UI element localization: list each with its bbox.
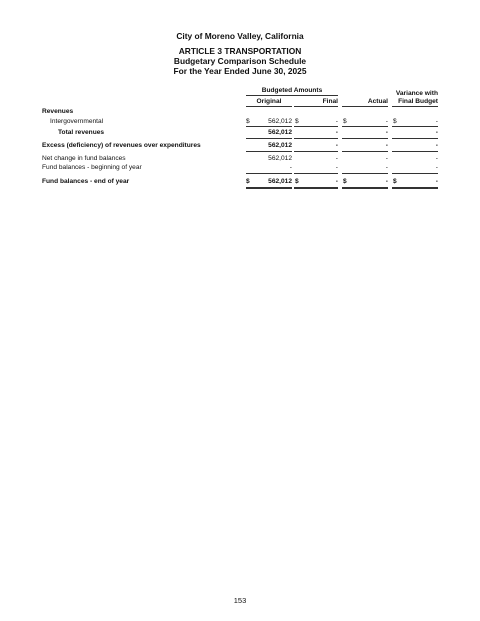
subtotal-rule (246, 173, 292, 174)
currency-symbol: $ (246, 118, 250, 125)
currency-symbol: $ (393, 178, 397, 185)
total-revenues-label: Total revenues (58, 129, 105, 136)
net-change-final: - (335, 155, 338, 162)
intergovernmental-original: 562,012 (268, 118, 292, 125)
fund-title: ARTICLE 3 TRANSPORTATION (178, 46, 302, 56)
subtotal-rule (294, 151, 338, 152)
total-revenues-original: 562,012 (268, 129, 292, 136)
final-header: Final (322, 98, 338, 105)
currency-symbol: $ (343, 178, 347, 185)
excess-variance: - (435, 142, 438, 149)
currency-symbol: $ (343, 118, 347, 125)
subtotal-rule (342, 173, 388, 174)
variance-header-line1: Variance with (395, 90, 438, 97)
variance-header-line2: Final Budget (398, 98, 438, 105)
currency-symbol: $ (295, 118, 299, 125)
fund-end-variance: - (435, 178, 438, 185)
grand-total-double-rule (342, 187, 388, 189)
excess-label: Excess (deficiency) of revenues over expenditures (42, 142, 201, 149)
subtotal-rule (342, 126, 388, 127)
subtotal-rule (342, 138, 388, 139)
excess-actual: - (385, 142, 388, 149)
currency-symbol: $ (246, 178, 250, 185)
fund-begin-variance: - (435, 164, 438, 171)
net-change-variance: - (435, 155, 438, 162)
entity-title: City of Moreno Valley, California (176, 31, 304, 41)
variance-header-rule (392, 106, 438, 107)
fund-begin-original: - (289, 164, 292, 171)
subtotal-rule (342, 151, 388, 152)
final-header-rule (294, 106, 338, 107)
excess-original: 562,012 (268, 142, 292, 149)
subtotal-rule (392, 138, 438, 139)
budgeted-amounts-rule (246, 95, 338, 96)
actual-header: Actual (367, 98, 388, 105)
subtotal-rule (392, 173, 438, 174)
subtotal-rule (246, 126, 292, 127)
subtotal-rule (392, 151, 438, 152)
excess-final: - (335, 142, 338, 149)
grand-total-double-rule (392, 187, 438, 189)
subtotal-rule (246, 151, 292, 152)
subtotal-rule (392, 126, 438, 127)
fund-begin-label: Fund balances - beginning of year (42, 164, 142, 171)
subtotal-rule (294, 173, 338, 174)
intergovernmental-actual: - (385, 118, 388, 125)
net-change-actual: - (385, 155, 388, 162)
total-revenues-final: - (335, 129, 338, 136)
original-header: Original (256, 98, 282, 105)
budgeted-amounts-header: Budgeted Amounts (261, 87, 323, 94)
actual-header-rule (342, 106, 388, 107)
grand-total-double-rule (246, 187, 292, 189)
intergovernmental-final: - (335, 118, 338, 125)
net-change-original: 562,012 (268, 155, 292, 162)
net-change-label: Net change in fund balances (42, 155, 126, 162)
currency-symbol: $ (295, 178, 299, 185)
grand-total-double-rule (294, 187, 338, 189)
fund-begin-final: - (335, 164, 338, 171)
intergovernmental-variance: - (435, 118, 438, 125)
revenues-heading: Revenues (42, 108, 74, 115)
fund-begin-actual: - (385, 164, 388, 171)
original-header-rule (246, 106, 292, 107)
fund-end-final: - (335, 178, 338, 185)
total-revenues-variance: - (435, 129, 438, 136)
fund-end-actual: - (385, 178, 388, 185)
period-title: For the Year Ended June 30, 2025 (173, 66, 307, 76)
fund-end-original: 562,012 (268, 178, 292, 185)
total-revenues-actual: - (385, 129, 388, 136)
subtotal-rule (294, 138, 338, 139)
page-number: 153 (233, 596, 247, 605)
subtotal-rule (294, 126, 338, 127)
subtotal-rule (246, 138, 292, 139)
currency-symbol: $ (393, 118, 397, 125)
fund-end-label: Fund balances - end of year (42, 178, 130, 185)
schedule-title: Budgetary Comparison Schedule (173, 56, 307, 66)
intergovernmental-label: Intergovernmental (50, 118, 104, 125)
